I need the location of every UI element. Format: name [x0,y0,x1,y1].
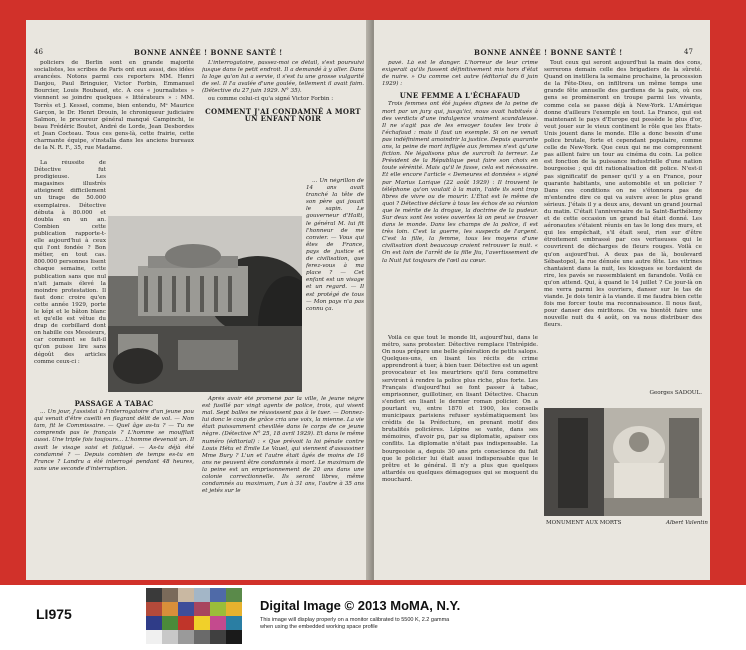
passage-a-tabac-title: PASSAGE A TABAC [74,399,154,408]
color-swatch [226,616,242,630]
color-swatch [146,616,162,630]
right-col1-body-text: Trois femmes ont été jugées dignes de la peine de mort par un jury qui, jusqu'ici, nous avait habitués à des verdicts d'une indulgence vraiment scandaleuse. Il ne s'agit pas de les envoyer toutes les trois à l'échafaud : mais il faut un exemple. Si on ne venait pas indéfiniment amoindrir la justice. Depuis quarante ans, la peine de mort infligée aux femmes n'est qu'une fiction. Ne légalisons plus de surcroît la terreur. Le Président de la République peut faire son choix en toute sérénité. Mais qu'il le fasse, cela est nécessaire. Et elle encore l'article « Demeures et données » signé par Marius Larique (22 août 1929) : Il trouvent le téléphone qu'on voulait à la main, l'aide ils sont trop libres de vivre ou de mourir. L'État est le même de quoi ? Détective déclare à tous les échos de sa réunion que le mérite de la drogue, la doctrine de la pudeur. Sur deux sont les voies ouvertes là on peut se trouver dans le monde. Dans les champs de la police, il est très loin. C'est la guerre, les suspects de l'argent. C'est la fille, la femme, tous les moyens d'une civilisation dont beaucoup croient retrouver la nuit. « On est loin de l'arrêt de la fille Jiu, l'avertissement de la Nuit fut toujours de l'œil au cœur. [382,101,538,264]
left-col2-top [202,60,364,178]
color-swatch [146,630,162,644]
color-swatch [194,588,210,602]
comment-title: COMMENT J'AI CONDAMNÉ A MORT UN ENFANT NOIR [205,106,361,123]
color-swatch [162,588,178,602]
color-swatch [178,630,194,644]
right-page [374,20,710,580]
right-col2-top [544,60,702,390]
left-col2-bottom [202,396,364,576]
left-page [26,20,372,580]
color-swatch [210,616,226,630]
color-swatch [210,588,226,602]
color-swatch [194,630,210,644]
signature [624,390,702,400]
color-swatch [178,616,194,630]
color-swatch [178,602,194,616]
left-col2-photo-text: ... Un négrillon de 14 ans avait tranché la tête de son père qui jouait le sapin. Le gouverneur d'Haïti, le général M. lui fit l'honneur de me convier. — Vous qui êtes de France, pays de justice et de civilisation, que ferez-vous à ma place ? — Cet enfant est un visage et un regard. — Il est protégé de tous — Mon pays n'a pas connu ça. [306,178,364,312]
right-col1-top-text: pavé. Là est le danger. L'horreur de leur crime exigerait qu'ils fussent définitivement mis hors d'état de nuire. » Ou comme cet autre (éditorial du 6 juin 1929) : [382,60,538,88]
right-page-header: BONNE ANNÉE ! BONNE SANTÉ ! [474,48,623,57]
color-swatch [194,616,210,630]
right-page-number: 47 [684,48,693,56]
left-col1-bottom [34,396,194,576]
right-col2-top-text: Tout ceux qui seront aujourd'hui la main des cons, serrerons demain celle des brigadiers de la sûreté. Quand on instillera la semaine prochaine, la procession de la Fête-Dieu, on infiltrera un même temps une grande fête annuelle des gardiens de la paix, où ces gens se promèneront en troupe parmi les vivants, comme cela se passe déjà à New-York. L'Amérique donne d'ailleurs l'exemple en tout. La France, qui est maintenant le pays d'Europe qui possède le plus d'or, veut jouer sur le vieux continent le rôle que les États-Unis jouent dans le monde. Elle a donc besoin d'une police brutale, forte et cependant populaire, comme celle de New-York. Que ceux qui ne me comprennent pas aillent faire un tour au cinéma du coin. La police est fonction de la puissance industrielle d'une nation bourgeoise ; qui dit rationalisation dit police. N'est-il pas significatif de penser qu'il y a en France, pour quarante habitants, une automobile et un policier ? Dans ces conditions on ne s'étonnera pas de m'entendre dire ce qui va suivre avec le plus grand sérieux. J'étais il y a deux ans, devant un grand journal du matin. C'était l'anniversaire de la Saint-Barthélemy et de cette occasion un grand bal était donné. Les aéronautes s'étaient réunis en tas le long des murs, et qui les empêchait, s'il était seul, rien sur d'être étroitement embrassé par ces vertueuses qui le couvrirent de décharges de fleurs rouges. Voilà ce qu'on aujourd'hui. A deux pas de là, boulevard Sébastopol, la rue dénuée une autre fête. Les vitrines chantaient dans la nuit, les kiosques se tordaient de rire, les pavés se rassemblaient en farandole. Voilà ce qu'on attend. Qui, à quand le 14 juillet ? Ce jour-là on me verra parmi les ouvriers, danser sur le tas de viande. Je dois tenir à la viande. il me faudra bien cette fois me forcer toute ma reconnaissance. Il nous faut, pour danser des mirlitons. On va bientôt faire une nouvelle nuit du 4 août, on va nous distribuer des fleurs. [544,60,702,329]
left-page-header: BONNE ANNÉE ! BONNE SANTÉ ! [134,48,283,57]
signature-text: Georges SADOUL. [649,390,702,396]
color-swatch [162,602,178,616]
color-swatch [162,630,178,644]
color-swatch [146,588,162,602]
right-col1-top [382,60,538,335]
color-swatch [162,616,178,630]
left-col2-sep-text: ou comme celui-ci qu'a signé Victor Forbin : [208,96,334,103]
calibration-disclaimer: This image will display properly on a monitor calibrated to 5500 K, 2.2 gamma when using the embedded working space profile [260,617,450,630]
color-swatch [226,588,242,602]
copyright-notice: Digital Image © 2013 MoMA, N.Y. [260,598,461,613]
left-col1-top-text: policiers de Berlin sont en grande majorité socialistes, les scribes de Paris ont eux aussi, des idées avancées. Notons parmi ces reporters MM. Henri Danjou, Paul Bringuier, Victor Forbin, Emmanuel Bourcier, Louis Roubaud, etc. A ces « journalistes » viennent se joindre quelques « littérateurs » : MM. Torrès et J. Kessel, comme, bien entendu, Mᵉ Maurice Garçon, le Dr. Henri Drouin, le chroniqueur judiciaire Salmon, le procureur général manqué Campinchi, le beau Frédéric Boutet, André de Lorde, Jean Desbordes et Jean Cocteau. Tous ces gens-là, cette frairie, cette charmante équipe, s'installa dans les anciens bureaux de la N. R. F., 35, rue Madame. [34,60,194,152]
color-swatch [210,602,226,616]
left-page-number: 46 [34,48,43,56]
left-col2-top-text: L'interrogatoire, passez-moi ce détail, s'est poursuivi jusque dans le petit endroit. Il a demandé à y aller. Dans la loge qu'on lui a servie, il s'est tu une grosse vulgarité de sel. Il l'a avalée d'une goulée, tellement il avait faim. (Détective du 27 juin 1929. N° 35). [202,60,364,95]
color-swatch [194,602,210,616]
right-col1-bottom-text: Voilà ce que tout le monde lit, aujourd'hui, dans le métro, sans protester. Détective remplace l'Intrépide. On nous prépare une belle génération de petits salops. Quelques-uns, en lisant les récits de crime apprendront à tuer, à bien tuer. Détective est un agent provocateur et les meurtriers qu'il fera commettre serviront à rendre la police plus riche, plus forte. Les Français d'aujourd'hui se font passer à tabac, emprisonner, guillotiner, en lisant Détective. Chacun s'endort en lisant le dernier roman policier. On a pourtant vu, entre 1870 et 1900, les conseils municipaux parisiens refuser systématiquement les crédits de la Préfecture, en prenant motif des brutalités policières. Lépine se vante, dans ses mémoires, d'avoir pu, par sa diplomatie, apaiser ces conflits. La diplomatie n'était pas indispensable. La bourgeoisie a, depuis 30 ans pris conscience du fait que le policier lui était aussi indispensable que le prêtre et le général. Il n'y a plus que quelques attardés ou quelques démagogues qui se moquent du mouchard. [382,335,538,483]
color-swatch [210,630,226,644]
femme-echafaud-title: UNE FEMME A L'ÉCHAFAUD [399,91,521,101]
left-col1-bottom-text: ... Un jour, j'assistai à l'interrogatoire d'un jeune pou qui venait d'être cueilli en flagrant délit de vol. — Non tam, fit le Commissaire. — Quel âge as-tu ? — Tu ne comprends pas le français ? L'homme se moufflait aussi. Une triple fois toujours... L'homme devenait un. Il avait le visage saisi et fatigué. — As-tu déjà été condamné ? — Depuis combien de temps es-tu en France ? Landru a été interrogé pendant 48 heures, sans une seconde d'interruption. [34,409,194,472]
monument-photo [544,408,702,516]
opera-photo [108,216,302,392]
right-col1-bottom [382,335,538,575]
monument-caption: MONUMENT AUX MORTS [546,520,622,526]
opera-photo-image [108,216,302,392]
color-swatch [146,602,162,616]
color-swatch [178,588,194,602]
left-col1-mid-narrow [34,160,106,395]
object-id: LI975 [36,606,72,622]
color-swatch [226,602,242,616]
left-col2-photo-side [306,178,364,396]
left-col2-bottom-text: Après avoir été promené par la ville, le jeune nègre est fusillé par vingt agents de police, trois, qui visent mal. Sept balles ne réussissent pas à le tuer. — Donnez-lui donc le coup de grâce cria une voix, la mienne. La vie était puissamment chevillée dans le corps de ce jeune nègre. (Détective N° 25, 18 avril 1929). Et dans le même numéro (éditorial) : « Que prévoit la loi pénale contre Louis Hétu et Émile Le Vauel, qui viennent d'assassiner Mme Bury ? L'un et l'autre était âgés de moins de 16 ans ne peuvent être condamnés à mort. Le maximum de la peine est un emprisonnement de 20 ans dans une colonie correctionnelle. Ils seront libres, même condamnés au maximum, l'un à 31 ans, l'autre à 35 ans et jetés sur le [202,396,364,495]
monument-credit: Albert Valentin [666,520,708,526]
left-col1-top [34,60,194,160]
monument-photo-image [544,408,702,516]
color-swatch [226,630,242,644]
left-col1-mid-text: La réussite de Détective fut prodigieuse. Les magasines illustrés atteignent difficilement un tirage de 50.000 exemplaires. Détective débuta à 80.000 et doubla en un an. Combien cette publication rapporte-t-elle aujourd'hui à ceux qui l'ont fondée ? Bon métier, en tout cas. 800.000 personnes lisent chaque semaine, cette publication sans que nul n'ait jamais élevé la moindre protestation. Il faut donc croire qu'en cette année 1929, porte le képi et le bâton blanc et qu'elle est vêtue du drap de corbillard dont on habille ces Messieurs, car comment se fait-il qu'on puisse lire sans dégoût des articles comme ceux-ci : [34,160,106,365]
